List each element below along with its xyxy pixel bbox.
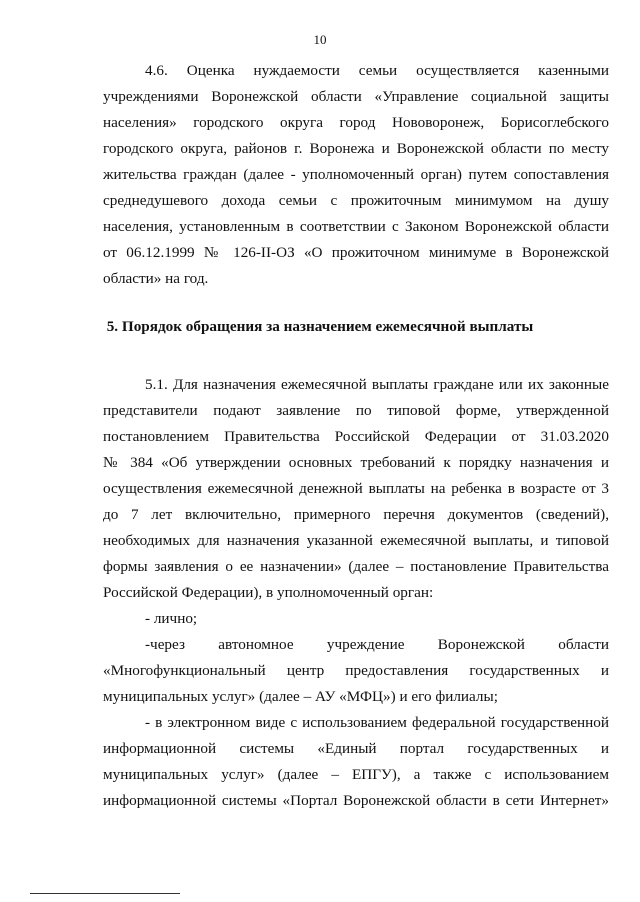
- text-line: постановлением Правительства Российской Федерации от 31.03.2020: [103, 428, 609, 445]
- text-line: формы заявления о ее назначении» (далее – постановление Правительства: [103, 558, 609, 575]
- text-line: населения, установленным в соответствии с Законом Воронежской области: [103, 218, 609, 235]
- text-line: «Многофункциональный центр предоставления государственных и: [103, 662, 609, 679]
- text-line: Российской Федерации), в уполномоченный орган:: [103, 584, 434, 601]
- footnote-separator: [30, 893, 180, 894]
- text-line: среднедушевого дохода семьи с прожиточным минимумом на душу: [103, 192, 609, 209]
- text-line: представители подают заявление по типовой форме, утвержденной: [103, 402, 609, 419]
- text-line: области» на год.: [103, 270, 209, 287]
- text-line: информационной системы «Единый портал государственных и: [103, 740, 609, 757]
- text-line: населения» городского округа город Нововоронеж, Борисоглебского: [103, 114, 609, 131]
- text-line: от 06.12.1999 № 126-II-ОЗ «О прожиточном минимуме в Воронежской: [103, 244, 609, 261]
- text-line: 5.1. Для назначения ежемесячной выплаты граждане или их законные: [145, 376, 609, 393]
- text-line: городского округа, районов г. Воронежа и Воронежской области по месту: [103, 140, 609, 157]
- text-line: информационной системы «Портал Воронежской области в сети Интернет»: [103, 792, 609, 809]
- text-line: учреждениями Воронежской области «Управление социальной защиты: [103, 88, 609, 105]
- list-item-personal: - лично;: [145, 610, 198, 627]
- text-line: осуществления ежемесячной денежной выплаты на ребенка в возрасте от 3: [103, 480, 609, 497]
- text-line: до 7 лет включительно, примерного перечня документов (сведений),: [103, 506, 609, 523]
- text-line: жительства граждан (далее - уполномоченный орган) путем сопоставления: [103, 166, 609, 183]
- text-line: -через автономное учреждение Воронежской области: [145, 636, 609, 653]
- text-line: № 384 «Об утверждении основных требований к порядку назначения и: [103, 454, 609, 471]
- text-line: - в электронном виде с использованием федеральной государственной: [145, 714, 609, 731]
- text-line: необходимых для назначения указанной ежемесячной выплаты, и типовой: [103, 532, 609, 549]
- text-line: муниципальных услуг» (далее – ЕПГУ), а также с использованием: [103, 766, 609, 783]
- page-number: 10: [313, 32, 327, 47]
- section-5-heading: 5. Порядок обращения за назначением ежемесячной выплаты: [106, 318, 534, 335]
- text-line: муниципальных услуг» (далее – АУ «МФЦ») и его филиалы;: [103, 688, 498, 705]
- text-line: 4.6. Оценка нуждаемости семьи осуществляется казенными: [145, 62, 609, 79]
